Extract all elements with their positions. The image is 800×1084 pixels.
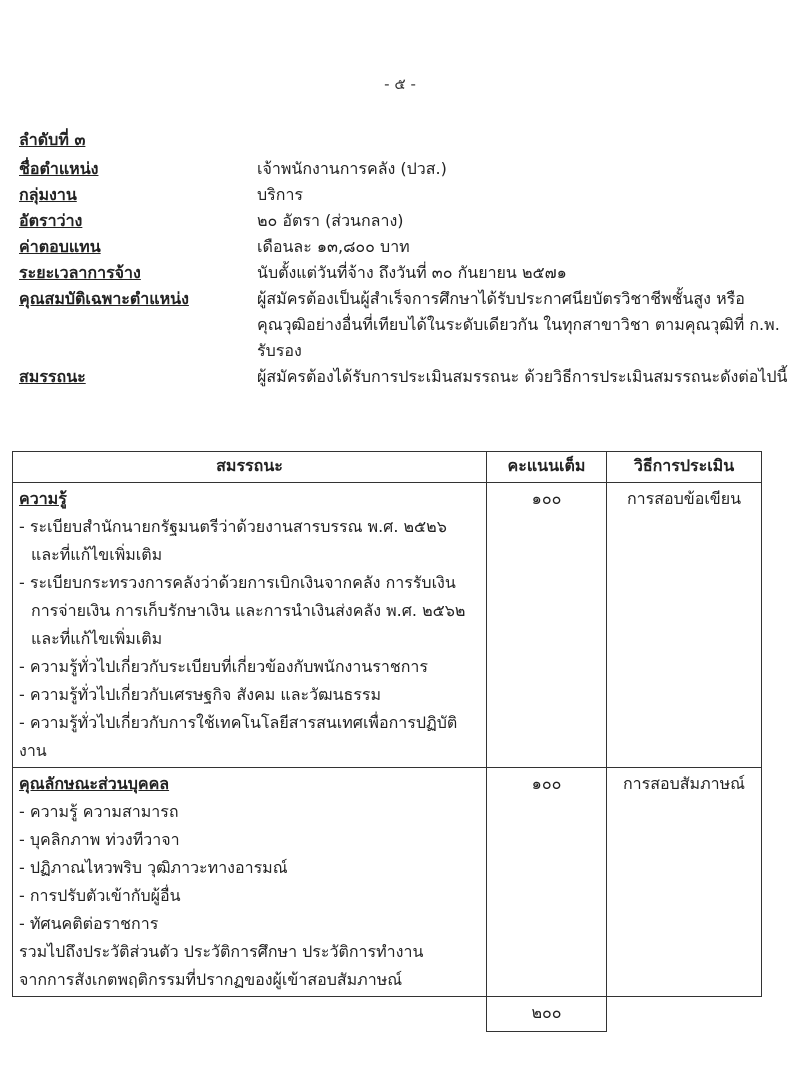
table-row-knowledge [13, 483, 762, 768]
list-item: และที่แก้ไขเพิ่มเติม [31, 629, 163, 648]
field-vacancies [19, 208, 789, 234]
field-compensation [19, 234, 789, 260]
list-item: - การปรับตัวเข้ากับผู้อื่น [19, 886, 181, 905]
list-item: - ปฏิภาณไหวพริบ วุฒิภาวะทางอารมณ์ [19, 858, 288, 877]
method-cell: การสอบข้อเขียน [607, 483, 762, 768]
field-label: กลุ่มงาน [19, 185, 77, 204]
group-title: คุณลักษณะส่วนบุคคล [19, 774, 170, 793]
field-value: เดือนละ ๑๓,๘๐๐ บาท [257, 237, 410, 256]
table-total-row [13, 997, 762, 1032]
list-item: - ความรู้ทั่วไปเกี่ยวกับระเบียบที่เกี่ยวข้องกับพนักงานราชการ [19, 657, 428, 676]
field-label: ชื่อตำแหน่ง [19, 159, 99, 178]
field-qualifications [19, 286, 789, 364]
section-title: ลำดับที่ ๓ [19, 130, 86, 149]
blank-cell [13, 997, 487, 1032]
field-label: ค่าตอบแทน [19, 237, 101, 256]
list-item: - ความรู้ ความสามารถ [19, 802, 179, 821]
list-item: - ความรู้ทั่วไปเกี่ยวกับเศรษฐกิจ สังคม และวัฒนธรรม [19, 685, 382, 704]
competency-cell [13, 768, 487, 997]
score-cell: ๑๐๐ [487, 483, 607, 768]
list-item: รวมไปถึงประวัติส่วนตัว ประวัติการศึกษา ประวัติการทำงาน [19, 942, 424, 961]
field-label: สมรรถนะ [19, 367, 86, 386]
position-details [19, 156, 789, 390]
list-item: - ระเบียบกระทรวงการคลังว่าด้วยการเบิกเงินจากคลัง การรับเงิน [19, 573, 456, 592]
field-label: อัตราว่าง [19, 211, 83, 230]
field-value: เจ้าพนักงานการคลัง (ปวส.) [257, 159, 447, 178]
field-position-name [19, 156, 789, 182]
table-row-personal-attributes [13, 768, 762, 997]
list-item: จากการสังเกตพฤติกรรมที่ปรากฏของผู้เข้าสอบสัมภาษณ์ [19, 970, 403, 989]
table-header-row [13, 452, 762, 483]
score-cell: ๑๐๐ [487, 768, 607, 997]
field-value: ๒๐ อัตรา (ส่วนกลาง) [257, 211, 404, 230]
header-competency: สมรรถนะ [13, 452, 487, 483]
group-title: ความรู้ [19, 489, 67, 508]
list-item: - บุคลิกภาพ ท่วงทีวาจา [19, 830, 180, 849]
field-employment-period [19, 260, 789, 286]
list-item: - ทัศนคติต่อราชการ [19, 914, 159, 933]
total-score: ๒๐๐ [487, 997, 607, 1032]
field-work-group [19, 182, 789, 208]
list-item: และที่แก้ไขเพิ่มเติม [31, 545, 163, 564]
competency-table [12, 451, 762, 1032]
field-value: บริการ [257, 185, 304, 204]
list-item: - ระเบียบสำนักนายกรัฐมนตรีว่าด้วยงานสารบรรณ พ.ศ. ๒๕๒๖ [19, 517, 447, 536]
field-value: ผู้สมัครต้องเป็นผู้สำเร็จการศึกษาได้รับประกาศนียบัตรวิชาชีพชั้นสูง หรือคุณวุฒิอย่างอื่นที่เทียบได้ในระดับเดียวกัน ในทุกสาขาวิชา ตามคุณวุฒิที่ ก.พ. รับรอง [257, 289, 780, 360]
competency-cell [13, 483, 487, 768]
field-value: นับตั้งแต่วันที่จ้าง ถึงวันที่ ๓๐ กันยายน ๒๕๗๑ [257, 263, 567, 282]
method-cell: การสอบสัมภาษณ์ [607, 768, 762, 997]
header-full-score: คะแนนเต็ม [487, 452, 607, 483]
field-competency [19, 364, 789, 390]
header-method: วิธีการประเมิน [607, 452, 762, 483]
page-number: - ๕ - [384, 75, 416, 93]
list-item: - ความรู้ทั่วไปเกี่ยวกับการใช้เทคโนโลยีสารสนเทศเพื่อการปฏิบัติงาน [19, 713, 458, 760]
field-label: ระยะเวลาการจ้าง [19, 263, 141, 282]
list-item: การจ่ายเงิน การเก็บรักษาเงิน และการนำเงินส่งคลัง พ.ศ. ๒๕๖๒ [31, 601, 466, 620]
field-label: คุณสมบัติเฉพาะตำแหน่ง [19, 289, 189, 308]
blank-cell [607, 997, 762, 1032]
field-value: ผู้สมัครต้องได้รับการประเมินสมรรถนะ ด้วยวิธีการประเมินสมรรถนะดังต่อไปนี้ [257, 367, 788, 386]
